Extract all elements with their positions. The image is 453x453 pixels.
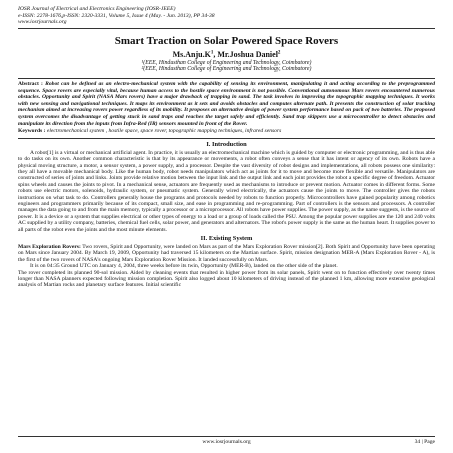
journal-issn: e-ISSN: 2278-1676,p-ISSN: 2320-3331, Volume 5, Issue 4 (May. - Jun. 2013), PP 34-38 [18,12,215,19]
section-divider [18,138,435,139]
keywords-text: electromechanical system , hostile space, space rover, topographic mapping techniques, infrared sensors [45,128,282,135]
author-1-sup: 1 [210,50,214,56]
existing-system-paragraph-3: The rover completed its planned 90-sol mission. Aided by cleaning events that resulted in higher power from its solar panels, Spirit went on to function effectively over twenty times longer than NASA planners expected following mission completion. Spirit also logged about 10 kilometers of driving instead of the planned 1 km, allowing more extensive geological analysis of Martian rocks and planetary surface features. Initial scientific [18,269,435,289]
author-list [18,50,435,59]
keywords [18,128,435,135]
journal-url[interactable]: www.iosrjournals.org [18,19,67,26]
header-divider [18,28,435,29]
author-separator: , [213,49,218,59]
abstract [18,81,435,127]
paper-title: Smart Traction on Solar Powered Space Rovers [114,34,339,47]
page-number: 34 | Page [414,439,435,445]
abstract-text: Robot can be defined as an electro-mechanical system with the capability of sensing its environment, manipulating it and acting according to the preprogrammed sequence. Space rovers are especially vital, because human access to the hostile space environment is not possible. Conventional autonomous Mars rovers encountered numerous obstacles. Opportunity and Spirit (NASA Mars rovers) have a major drawback of trapping in sand. The task involves in improving the topographic mapping techniques. It works with new sensing and navigational techniques. It maps its environment as it sets and avoids obstacles and computes alternate path. It presents the construction of solar tracking mechanism aimed at increasing rovers power regardless of its mobility. It proposes an alternative design of power system performance based on pack of two batteries. The proposed system overcomes the disadvantage of getting stuck in sand traps and reaches the target safely and efficiently. Sand trap skippers use a microcontroller to detect obstacles and manipulate its direction from the inputs from Infra-Red (IR) sensors mounted in front of the Rover. [18,80,435,127]
journal-header [18,6,435,26]
author-2: Mr.Joshua Daniel [217,49,278,59]
abstract-label: Abstract : [18,80,43,87]
existing-system-label: Mars Exploration Rovers: [18,244,81,250]
existing-system-text-1: Two rovers, Spirit and Opportunity, were landed on Mars as part of the Mars Exploration Rover mission[2]. Both Spirit and Opportunity have been operating on Mars since January 2004. By March 19, 2009, Opportunity had traversed 15 kilometers on the Martian surface. Spirit, mission designation MER-A (Mars Exploration Rover - A), is the first of the two rovers of NASA's ongoing Mars Exploration Rover Mission. It landed successfully on Mars. [18,244,435,263]
existing-system-paragraph-1 [18,244,435,263]
author-2-sup: 2 [277,50,281,56]
keywords-label: Keywords : [18,128,46,135]
journal-name: IOSR Journal of Electrical and Electronics Engineering (IOSR-JEEE) [18,6,176,12]
affiliation-1: ¹(EEE, Hindusthan College of Engineering and Technology, Coimbatore) [141,59,312,66]
footer-divider [18,436,435,437]
abstract-divider [18,78,435,79]
section-title-introduction: I. Introduction [206,140,247,148]
affiliation-2: ²(EEE, Hindusthan College of Engineering and Technology, Coimbatore) [141,66,312,73]
footer-url[interactable]: www.iosrjournals.org [202,439,251,445]
existing-system-paragraph-2: It is on 04:35 Ground UTC on January 4, 2004, three weeks before its twin, Opportunity (MER-B), landed on the other side of the planet. [30,263,338,270]
author-1: Ms.Anju.K [172,49,211,59]
affiliations [18,60,435,73]
introduction-paragraph: A robot[1] is a virtual or mechanical artificial agent. In practice, it is usually an electromechanical machine which is guided by computer or electronic programming, and is thus able to do tasks on its own. Another common characteristic is that by its appearance or movements, a robot often conveys a sense that it has intent or agency of its own. Robots have a physical moving structure, a motor, a sensor system, a power supply, and a processor. Despite the vast diversity of robot designs and implementations, all robots possess one similarity: they all have a movable mechanical body. Like the human body, robot needs manipulators which act as joints for it to move and become more flexible and versatile. Manipulators are constructed of series of joints and links. Joints provide relative motion between the input link and the output link and each joint provides the robot a specific degree of freedom. Actuator spins wheels and causes the joints to pivot. In a mechanical sense, actuators are frequently used as mechanisms to introduce or prevent motion. Actuator comes in different forms. Some robots use electric motors, solenoids, hydraulic system, or pneumatic system. Generally wired electrically, the actuators cause the joints to move. The controller gives the robots instructions on what task to do. Controllers generally house the programs and protocols needed by robots to function properly. Microcontrollers have gained popularity among robotics engineers and programmers primarily because of its compact, small size, and ease in programming and re-programming. Part of controllers is the sensors and processors. A controller manages the data going to and from the main memory, typically a processor or a microprocessor. All robots have power supplies. The power supply, as the name suggests, is the source of power. It is a device or a system that supplies electrical or other types of energy to a load or a group of loads called the PSU. Among the popular power supplies are the 120 and 240 volts AC supplied by a utility company, batteries, chemical fuel cells, solar power, and generators and alternators. The robot's power supply is the same as the human heart. It supplies power to all parts of the robot even the joints and the most minute elements. [18,149,435,233]
section-title-existing-system: II. Existing System [200,235,253,242]
